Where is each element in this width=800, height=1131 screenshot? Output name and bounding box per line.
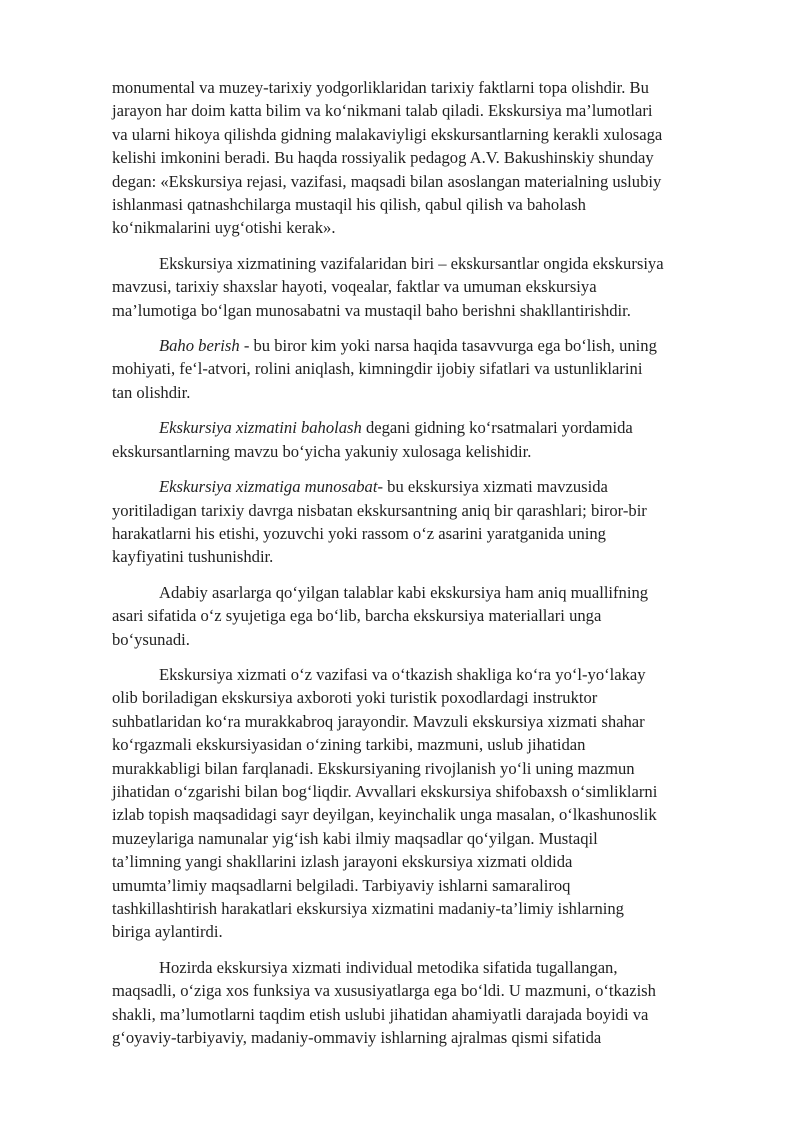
text-line: biriga aylantirdi. [112,922,223,942]
text-line: murakkabligi bilan farqlanadi. Ekskursiyaning rivojlanish yo‘li uning mazmun [112,758,635,778]
text-line: degani gidning ko‘rsatmalari yordamida [361,418,633,438]
paragraph-definition-munosabat [112,475,740,569]
text-line: - bu ekskursiya xizmati mavzusida [377,477,608,497]
defined-term: Ekskursiya xizmatini baholash [159,418,362,438]
text-line: bo‘ysunadi. [112,629,190,649]
text-line: asari sifatida o‘z syujetiga ega bo‘lib, barcha ekskursiya materiallari unga [112,606,602,626]
text-line: olib boriladigan ekskursiya axboroti yoki turistik poxodlardagi instruktor [112,688,598,708]
text-line: umumta’limiy maqsadlarni belgiladi. Tarbiyaviy ishlarni samaraliroq [112,875,571,895]
document-page [112,76,740,1061]
text-line: ishlanmasi qatnashchilarga mustaqil his qilish, qabul qilish va baholash [112,195,586,215]
text-line: muzeylariga namunalar yig‘ish kabi ilmiy maqsadlar qo‘yilgan. Mustaqil [112,828,598,848]
text-line: g‘oyaviy-tarbiyaviy, madaniy-ommaviy ishlarning ajralmas qismi sifatida [112,1028,602,1048]
text-line: tan olishdir. [112,382,191,402]
text-line: monumental va muzey-tarixiy yodgorliklaridan tarixiy faktlarni topa olishdir. Bu [112,78,649,97]
text-line: jihatidan o‘zgarishi bilan bog‘liqdir. Avvallari ekskursiya shifobaxsh o‘simliklarni [112,781,658,801]
text-line: Hozirda ekskursiya xizmati individual metodika sifatida tugallangan, [159,957,618,977]
text-line: jarayon har doim katta bilim va ko‘nikmani talab qiladi. Ekskursiya ma’lumotlari [112,101,653,121]
paragraph-current-state [112,956,740,1050]
text-line: Ekskursiya xizmati o‘z vazifasi va o‘tkazish shakliga ko‘ra yo‘l-yo‘lakay [159,664,646,684]
paragraph-definition-baho-berish [112,334,740,404]
text-line: ekskursantlarning mavzu bo‘yicha yakuniy xulosaga kelishidir. [112,441,532,461]
text-line: - bu biror kim yoki narsa haqida tasavvurga ega bo‘lish, uning [239,336,657,356]
text-line: va ularni hikoya qilishda gidning malakaviyligi ekskursantlarning kerakli xulosaga [112,124,663,144]
text-line: harakatlarni his etishi, yozuvchi yoki rassom o‘z asarini yaratganida uning [112,523,606,543]
text-line: kayfiyatini tushunishdir. [112,547,274,567]
paragraph-continuation [112,76,740,240]
text-line: mavzusi, tarixiy shaxslar hayoti, voqealar, faktlar va umuman ekskursiya [112,277,597,297]
paragraph-excursion-service [112,663,740,944]
text-line: ko‘rgazmali ekskursiyasidan o‘zining tarkibi, mazmuni, uslub jihatidan [112,735,586,755]
text-line: suhbatlaridan ko‘ra murakkabroq jarayondir. Mavzuli ekskursiya xizmati shahar [112,711,645,731]
text-line: shakli, ma’lumotlarni taqdim etish uslubi jihatidan ahamiyatli darajada boyidi va [112,1004,649,1024]
text-line: ta’limning yangi shakllarini izlash jarayoni ekskursiya xizmati oldida [112,852,573,872]
text-line: tashkillashtirish harakatlari ekskursiya xizmatini madaniy-ta’limiy ishlarning [112,899,624,918]
text-line: maqsadli, o‘ziga xos funksiya va xususiyatlarga ega bo‘ldi. U mazmuni, o‘tkazish [112,981,656,1001]
defined-term: Baho berish [159,336,240,356]
text-line: mohiyati, fe‘l-atvori, rolini aniqlash, kimningdir ijobiy sifatlari va ustunliklarini [112,359,643,379]
text-line: kelishi imkonini beradi. Bu haqda rossiyalik pedagog A.V. Bakushinskiy shunday [112,148,654,168]
text-line: Adabiy asarlarga qo‘yilgan talablar kabi ekskursiya ham aniq muallifning [159,582,649,602]
paragraph-definition-baholash [112,416,740,463]
paragraph-excursion-tasks [112,252,740,322]
paragraph-literary-works [112,581,740,651]
text-line: degan: «Ekskursiya rejasi, vazifasi, maqsadi bilan asoslangan materialning uslubiy [112,171,662,191]
text-line: ko‘nikmalarini uyg‘otishi kerak». [112,218,336,238]
defined-term: Ekskursiya xizmatiga munosabat [159,477,378,497]
text-line: ma’lumotiga bo‘lgan munosabatni va mustaqil baho berishni shakllantirishdir. [112,300,631,320]
text-line: izlab topish maqsadidagi sayr deyilgan, keyinchalik unga masalan, o‘lkashunoslik [112,805,657,825]
text-line: Ekskursiya xizmatining vazifalaridan biri – ekskursantlar ongida ekskursiya [159,253,664,273]
text-line: yoritiladigan tarixiy davrga nisbatan ekskursantning aniq bir qarashlari; biror-bir [112,500,647,520]
